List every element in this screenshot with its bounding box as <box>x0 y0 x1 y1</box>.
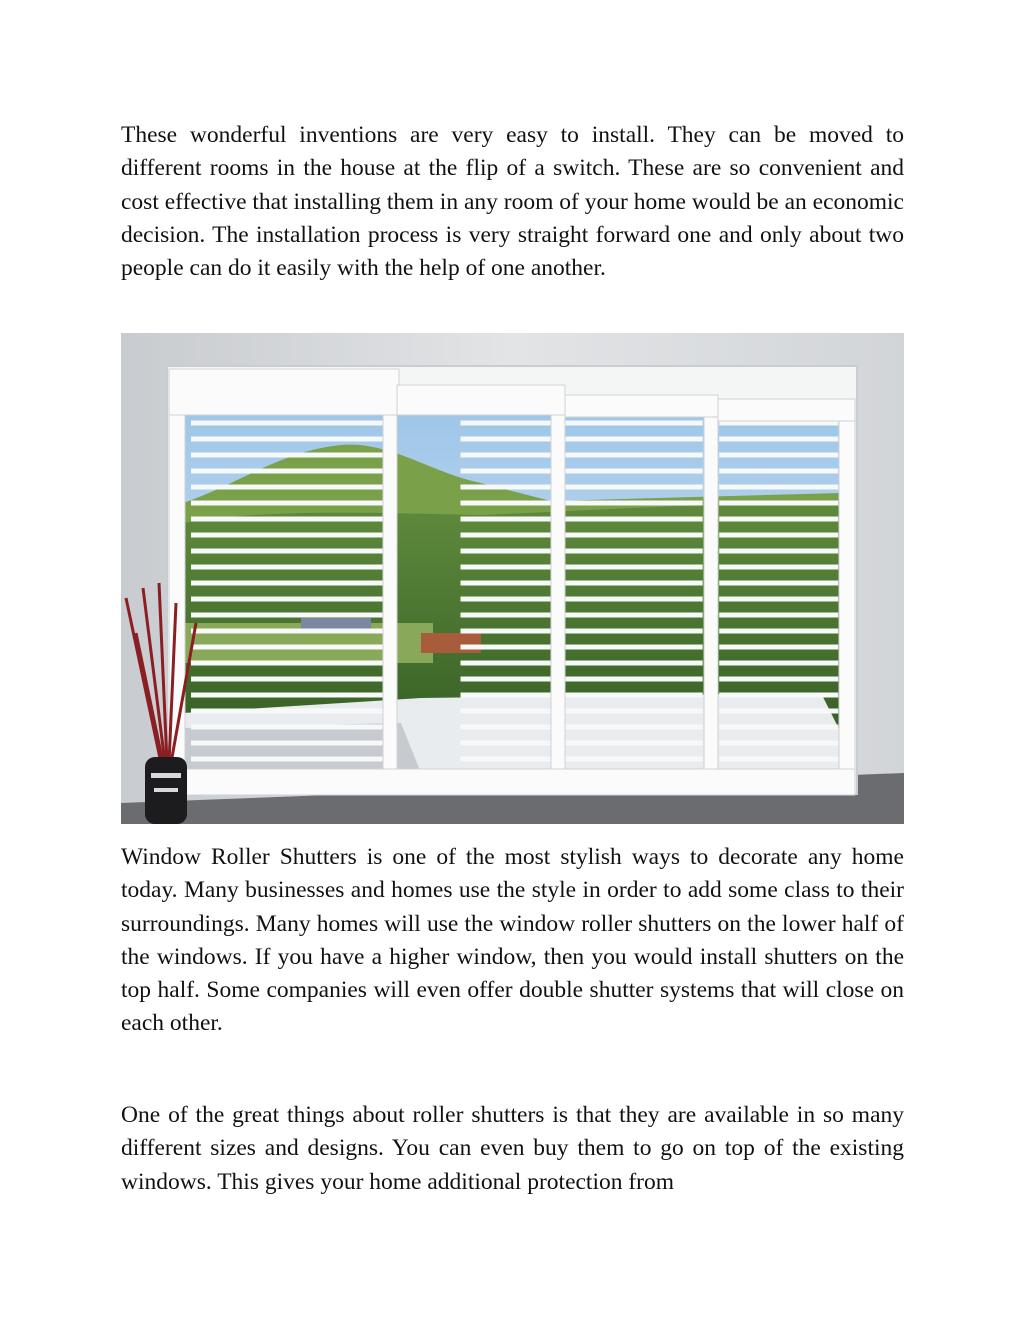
paragraph-intro: These wonderful inventions are very easy to install. They can be moved to different rooms in the house at the flip of a switch. These are so convenient and cost effective that installing them in any room of your home would be an economic decision. The installation process is very straight forward one and only about two people can do it easily with the help of one another. <box>121 122 904 282</box>
shutters-window-photo <box>121 333 904 824</box>
paragraph-sizes-designs: One of the great things about roller shutters is that they are available in so many different sizes and designs. You can even buy them to go on top of the existing windows. This gives your home additional protection from <box>121 1102 904 1195</box>
paragraph-roller-shutters: Window Roller Shutters is one of the most stylish ways to decorate any home today. Many businesses and homes use the style in order to add some class to their surroundings. Many homes will use the window roller shutters on the lower half of the windows. If you have a higher window, then you would install shutters on the top half. Some companies will even offer double shutter systems that will close on each other. <box>121 844 904 1037</box>
